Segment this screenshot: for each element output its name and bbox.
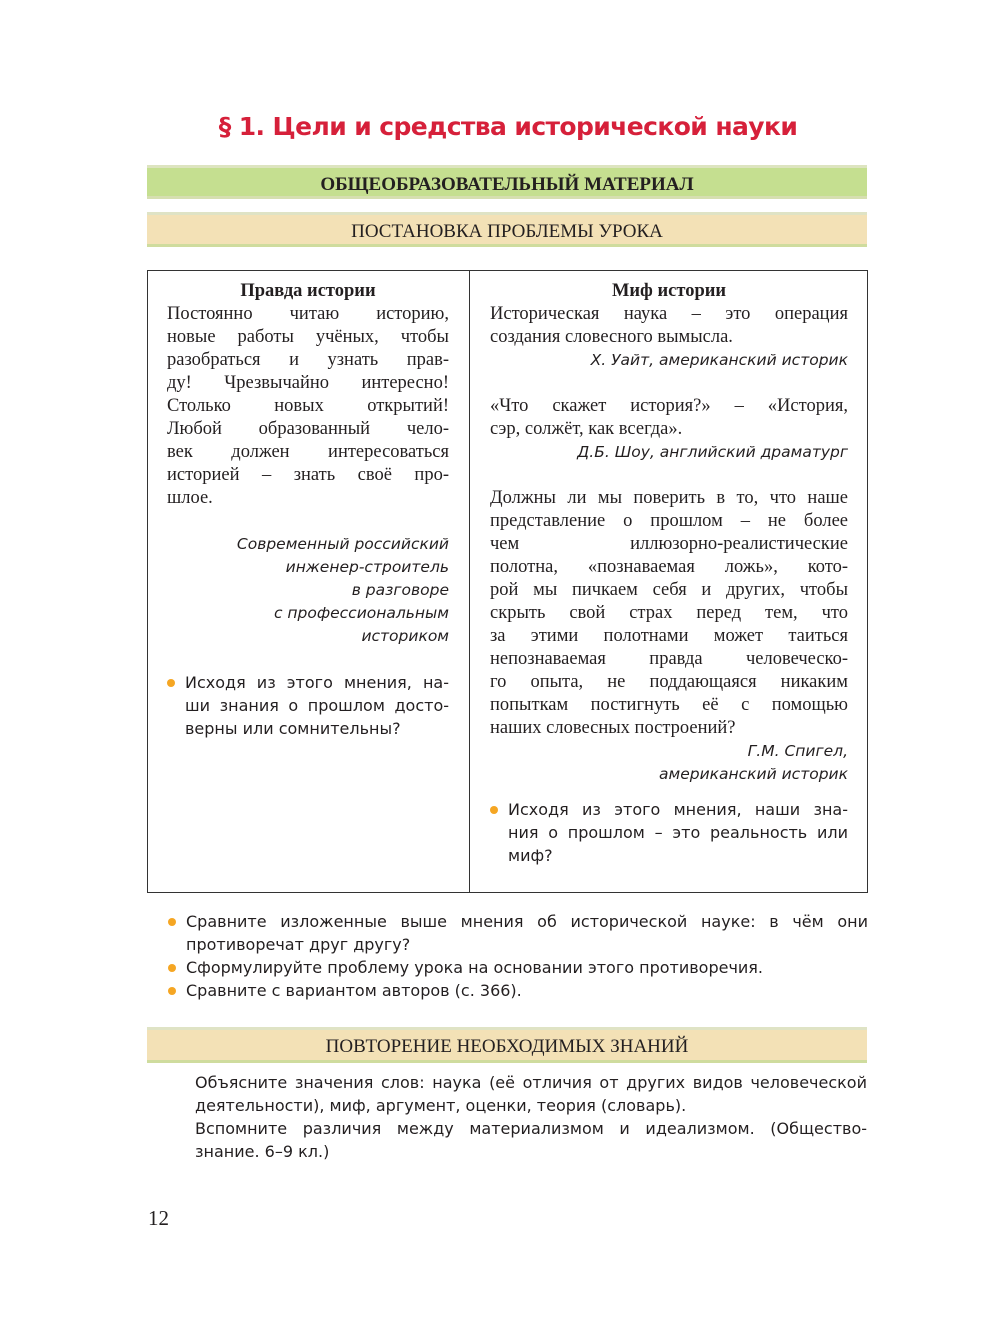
bullet-icon xyxy=(168,987,176,995)
text-line: создания словесного вымысла. xyxy=(490,327,733,347)
text-line: Исходя из этого мнения, наши зна- xyxy=(508,800,848,819)
text-line: Сравните с вариантом авторов (с. 366). xyxy=(186,981,522,1000)
text-line: за этими полотнами может таиться xyxy=(490,626,848,646)
text-line: Современный российский xyxy=(236,535,449,553)
bullet-icon xyxy=(168,964,176,972)
text-line: историей – знать своё про- xyxy=(167,465,449,485)
right-question xyxy=(490,798,848,867)
text-line: Исходя из этого мнения, на- xyxy=(185,673,449,692)
text-line: Любой образованный чело- xyxy=(167,419,449,439)
text-line: шлое. xyxy=(167,488,213,508)
text-line: «Что скажет история?» – «История, xyxy=(490,396,848,416)
text-line: Должны ли мы поверить в то, что наше xyxy=(490,488,848,508)
task-list xyxy=(168,910,868,1002)
text-line: Сформулируйте проблему урока на основании этого противоречия. xyxy=(186,958,764,977)
text-line: Столько новых открытий! xyxy=(167,396,449,416)
text-line: Историческая наука – это операция xyxy=(490,304,848,324)
text-line: ду! Чрезвычайно интересно! xyxy=(167,373,449,393)
page-number: 12 xyxy=(148,1206,169,1230)
text-line: полотна, «познаваемая ложь», кото- xyxy=(490,557,848,577)
task-item xyxy=(168,910,868,956)
text-line: представление о прошлом – не более xyxy=(490,511,848,531)
text-line: го опыта, не поддающаяся никаким xyxy=(490,672,848,692)
bullet-icon xyxy=(490,806,498,814)
author-shaw: Д.Б. Шоу, английский драматург xyxy=(577,443,848,461)
text-line: непознаваемая правда человеческо- xyxy=(490,649,848,669)
bullet-icon xyxy=(168,918,176,926)
text-line: ши знания о прошлом досто- xyxy=(185,696,449,715)
text-line: ния о прошлом – это реальность или xyxy=(508,823,848,842)
text-line: инженер-строитель xyxy=(285,558,449,576)
text-line: Вспомните различия между материализмом и идеализмом. (Общество- xyxy=(195,1119,867,1138)
text-line: деятельности), миф, аргумент, оценки, теория (словарь). xyxy=(195,1096,687,1115)
left-heading: Правда истории xyxy=(240,281,376,301)
text-line: скрыть свой страх перед тем, что xyxy=(490,603,848,623)
text-line: новые работы учёных, чтобы xyxy=(167,327,449,347)
left-column xyxy=(167,280,449,740)
text-line: знание. 6–9 кл.) xyxy=(195,1142,330,1161)
text-line: Г.М. Спигел, xyxy=(747,742,848,760)
text-line: век должен интересоваться xyxy=(167,442,449,462)
right-heading: Миф истории xyxy=(611,281,727,301)
text-line: Постоянно читаю историю, xyxy=(167,304,449,324)
section-band-problem: ПОСТАНОВКА ПРОБЛЕМЫ УРОКА xyxy=(147,212,867,247)
page-title: § 1. Цели и средства исторической науки xyxy=(218,112,798,141)
text-line: миф? xyxy=(508,846,553,865)
left-question xyxy=(167,671,449,740)
text-line: разобраться и узнать прав- xyxy=(167,350,449,370)
section-band-repeat: ПОВТОРЕНИЕ НЕОБХОДИМЫХ ЗНАНИЙ xyxy=(147,1027,867,1063)
column-divider xyxy=(469,270,470,893)
text-line: верны или сомнительны? xyxy=(185,719,401,738)
text-line: Сравните изложенные выше мнения об исторической науке: в чём они xyxy=(186,912,868,931)
text-line: в разговоре xyxy=(351,581,449,599)
bullet-icon xyxy=(167,679,175,687)
text-line: противоречат друг другу? xyxy=(186,935,411,954)
text-line: американский историк xyxy=(659,765,848,783)
text-line: Объясните значения слов: наука (её отличия от других видов человеческой xyxy=(195,1073,867,1092)
right-column xyxy=(490,280,848,867)
text-line: попыткам постигнуть её с помощью xyxy=(490,695,848,715)
author-white: Х. Уайт, американский историк xyxy=(590,351,848,369)
text-line: сэр, солжёт, как всегда». xyxy=(490,419,683,439)
text-line: наших словесных построений? xyxy=(490,718,736,738)
text-line: историком xyxy=(361,627,449,645)
section-band-general: ОБЩЕОБРАЗОВАТЕЛЬНЫЙ МАТЕРИАЛ xyxy=(147,165,867,199)
task-item xyxy=(168,956,868,979)
text-line: чем иллюзорно-реалистические xyxy=(490,534,848,554)
text-line: с профессиональным xyxy=(273,604,449,622)
text-line: рой мы пичкаем себя и других, чтобы xyxy=(490,580,848,600)
repeat-text xyxy=(195,1071,867,1163)
task-item xyxy=(168,979,868,1002)
